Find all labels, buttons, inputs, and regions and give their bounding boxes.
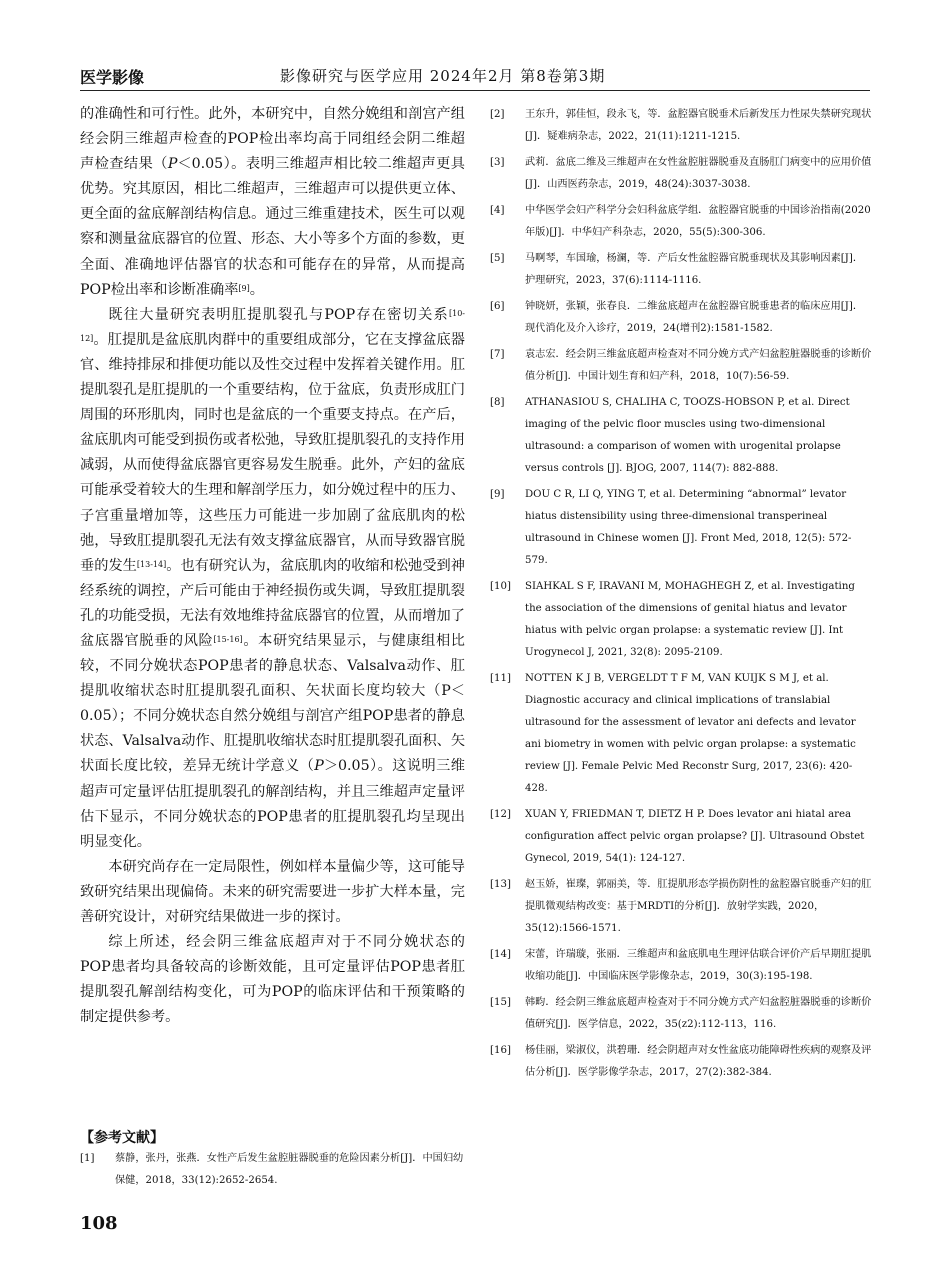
reference-item: [6] 钟晓妍，张颖，张春良．二维盆底超声在盆腔器官脱垂患者的临床应用[J]．现代消化及介入诊疗，2019，24(增刊2):1581-1582. xyxy=(490,301,864,334)
page-number: 108 xyxy=(80,1213,118,1234)
reference-item: [15] 韩畇．经会阴三维盆底超声检查对于不同分娩方式产妇盆腔脏器脱垂的诊断价值研究[J]．医学信息，2022，35(z2):112-113，116. xyxy=(490,997,872,1030)
paragraph-3: 本研究尚存在一定局限性，例如样本量偏少等，这可能导致研究结果出现偏倚。未来的研究需要进一步扩大样本量，完善研究设计，对研究结果做进一步的探讨。 xyxy=(80,858,465,925)
citation: [10-12] xyxy=(80,308,465,343)
reference-item: [3] 武莉．盆底二维及三维超声在女性盆腔脏器脱垂及直肠肛门病变中的应用价值[J]．山西医药杂志，2019，48(24):3037-3038. xyxy=(490,157,872,190)
paragraph-2: 既往大量研究表明肛提肌裂孔与POP存在密切关系[10-12]。肛提肌是盆底肌肉群中的重要组成部分，它在支撑盆底器官、维持排尿和排便功能以及性交过程中发挥着关键作用。肛提肌裂孔是肛提肌的一个重要结构，位于盆底，负责形成肛门周围的环形肌肉，同时也是盆底的一个重要支持点。在产后，盆底肌肉可能受到损伤或者松弛，导致肛提肌裂孔的支持作用减弱，从而使得盆底器官更容易发生脱垂。此外，产妇的盆底可能承受着较大的生理和解剖学压力，如分娩过程中的压力、子宫重量增加等，这些压力可能进一步加剧了盆底肌肉的松弛，导致肛提肌裂孔无法有效支撑盆底器官，从而导致器官脱垂的发生[13-14]。也有研究认为，盆底肌肉的收缩和松弛受到神经系统的调控，产后可能由于神经损伤或失调，导致肛提肌裂孔的功能受损，无法有效地维持盆底器官的位置，从而增加了盆底器官脱垂的风险[15-16]。本研究结果显示，与健康组相比较，不同分娩状态POP患者的静息状态、Valsalva动作、肛提肌收缩状态时肛提肌裂孔面积、矢状面长度均较大（P＜0.05）；不同分娩状态自然分娩组与剖宫产组POP患者的静息状态、Valsalva动作、肛提肌收缩状态时肛提肌裂孔面积、矢状面长度比较，差异无统计学意义（P＞0.05）。这说明三维超声可定量评估肛提肌裂孔的解剖结构，并且三维超声定量评估下显示，不同分娩状态的POP患者的肛提肌裂孔均呈现出明显变化。 xyxy=(80,306,466,850)
reference-item: [2] 王东升，郭佳恒，段永飞，等．盆腔器官脱垂术后新发压力性尿失禁研究现状[J]．疑难病杂志，2022，21(11):1211-1215. xyxy=(490,109,872,142)
citation: [15-16] xyxy=(213,634,243,644)
reference-item: [14] 宋蕾，许瑞璇，张丽．三维超声和盆底肌电生理评估联合评价产后早期肛提肌收缩功能[J]．中国临床医学影像杂志，2019，30(3):195-198. xyxy=(490,949,872,982)
reference-item: [9] DOU C R, LI Q, YING T, et al. Determining “abnormal” levator hiatus distensibility using three-dimensional transperineal ultrasound in Chinese women [J]. Front Med, 2018, 12(5): 572-579. xyxy=(490,489,852,566)
body-text-column xyxy=(80,102,465,1030)
reference-item: [5] 马啊琴，车国瑜，杨澜，等．产后女性盆腔器官脱垂现状及其影响因素[J]．护理研究，2023，37(6):1114-1116. xyxy=(490,253,864,286)
references-left-column xyxy=(80,1148,468,1192)
reference-item: [12] XUAN Y, FRIEDMAN T, DIETZ H P. Does levator ani hiatal area configuration affect pelvic organ prolapse? [J]. Ultrasound Obstet Gynecol, 2019, 54(1): 124-127. xyxy=(490,809,865,864)
citation: [9] xyxy=(238,283,250,293)
reference-item: [10] SIAHKAL S F, IRAVANI M, MOHAGHEGH Z, et al. Investigating the association of the dimensions of genital hiatus and levator hiatus with pelvic organ prolapse: a systematic review [J]. Int Urogynecol J, 2021, 32(8): 2095-2109. xyxy=(490,581,855,658)
section-label: 医学影像 xyxy=(80,68,145,87)
reference-item: [7] 袁志宏．经会阴三维盆底超声检查对不同分娩方式产妇盆腔脏器脱垂的诊断价值分析[J]．中国计划生育和妇产科，2018，10(7):56-59. xyxy=(490,349,872,382)
paragraph-4: 综上所述，经会阴三维盆底超声对于不同分娩状态的POP患者均具备较高的诊断效能，且可定量评估POP患者肛提肌裂孔解剖结构变化，可为POP的临床评估和干预策略的制定提供参考。 xyxy=(80,934,465,1026)
journal-info: 影像研究与医学应用 2024年2月 第8卷第3期 xyxy=(280,67,606,85)
references-right-column xyxy=(490,104,873,1088)
running-header xyxy=(80,62,870,91)
reference-item: [16] 杨佳丽，梁淑仪，洪碧珊．经会阴超声对女性盆底功能障碍性疾病的观察及评估分析[J]．医学影像学杂志，2017，27(2):382-384. xyxy=(490,1045,872,1078)
references-title: 【参考文献】 xyxy=(80,1130,164,1146)
paragraph-1: 的准确性和可行性。此外，本研究中，自然分娩组和剖宫产组经会阴三维超声检查的POP检出率均高于同组经会阴二维超声检查结果（P＜0.05）。表明三维超声相比较二维超声更具优势。究其原因，相比二维超声，三维超声可以提供更立体、更全面的盆底解剖结构信息。通过三维重建技术，医生可以观察和测量盆底器官的位置、形态、大小等多个方面的参数，更全面、准确地评估器官的状态和可能存在的异常，从而提高POP检出率和诊断准确率[9]。 xyxy=(80,106,465,298)
citation: [13-14] xyxy=(136,559,167,569)
reference-item: [11] NOTTEN K J B, VERGELDT T F M, VAN KUIJK S M J, et al. Diagnostic accuracy and clinical implications of translabial ultrasound for the assessment of levator ani defects and levator ani biometry in women with pelvic organ prolapse: a systematic review [J]. Female Pelvic Med Reconstr Surg, 2017, 23(6): 420-428. xyxy=(490,673,856,794)
reference-item: [8] ATHANASIOU S, CHALIHA C, TOOZS-HOBSON P, et al. Direct imaging of the pelvic floor muscles using two-dimensional ultrasound: a comparison of women with urogenital prolapse versus controls [J]. BJOG, 2007, 114(7): 882-888. xyxy=(490,397,850,474)
reference-item: [1] 蔡静，张丹，张燕．女性产后发生盆腔脏器脱垂的危险因素分析[J]．中国妇幼保健，2018，33(12):2652-2654. xyxy=(80,1153,464,1186)
reference-item: [4] 中华医学会妇产科学分会妇科盆底学组．盆腔器官脱垂的中国诊治指南(2020年版)[J]．中华妇产科杂志，2020，55(5):300-306. xyxy=(490,205,871,238)
reference-item: [13] 赵玉娇，崔璨，郭丽美，等．肛提肌形态学损伤阴性的盆腔器官脱垂产妇的肛提肌微观结构改变：基于MRDTI的分析[J]．放射学实践，2020，35(12):1566-1571. xyxy=(490,879,872,934)
